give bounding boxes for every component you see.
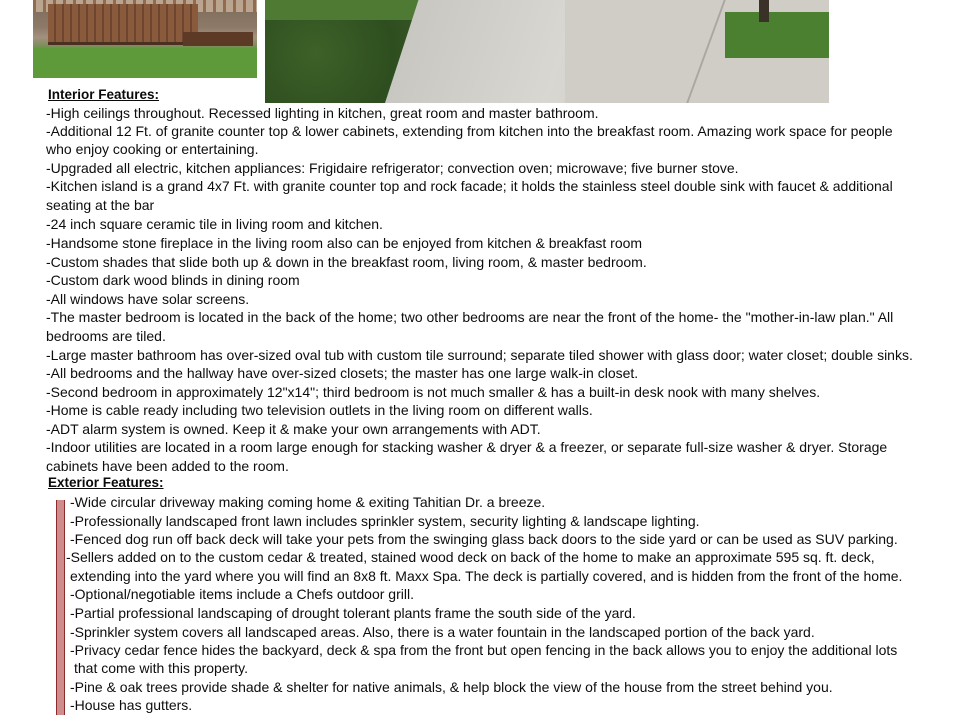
interior-feature-line: -Custom shades that slide both up & down in the breakfast room, living room, & master bedroom.	[46, 254, 647, 270]
lawn	[33, 48, 257, 78]
exterior-feature-line: -Fenced dog run off back deck will take your pets from the swinging glass back doors to the side yard or can be used as SUV parking.	[70, 531, 898, 547]
tree-trunk	[759, 0, 769, 22]
interior-feature-line: bedrooms are tiled.	[46, 328, 166, 344]
deck-photo	[33, 0, 257, 78]
interior-feature-line: -All windows have solar screens.	[46, 291, 250, 307]
wood-deck	[48, 4, 198, 45]
exterior-features-heading: Exterior Features:	[48, 475, 164, 490]
exterior-feature-line: -Professionally landscaped front lawn includes sprinkler system, security lighting & landscape lighting.	[70, 513, 700, 529]
interior-feature-line: -Custom dark wood blinds in dining room	[46, 272, 300, 288]
interior-feature-line: -The master bedroom is located in the back of the home; two other bedrooms are near the front of the home- the "mother-in-law plan." All	[46, 309, 894, 325]
exterior-feature-line: extending into the yard where you will find an 8x8 ft. Maxx Spa. The deck is partially covered, and is hidden from the front of the home.	[70, 568, 903, 584]
interior-feature-line: -Kitchen island is a grand 4x7 Ft. with granite counter top and rock facade; it holds the stainless steel double sink with faucet & additional	[46, 178, 893, 194]
exterior-feature-line: -Wide circular driveway making coming home & exiting Tahitian Dr. a breeze.	[70, 494, 546, 510]
interior-feature-line: -Indoor utilities are located in a room large enough for stacking washer & dryer & a freezer, or separate full-size washer & dryer. Storage	[46, 439, 888, 455]
interior-features-heading: Interior Features:	[48, 87, 160, 102]
exterior-feature-line: -Privacy cedar fence hides the backyard, deck & spa from the front but open fencing in the back allows you to enjoy the additional lots	[70, 642, 898, 658]
interior-feature-line: -Home is cable ready including two television outlets in the living room on different walls.	[46, 402, 593, 418]
interior-feature-line: -Upgraded all electric, kitchen appliances: Frigidaire refrigerator; convection oven; microwave; five burner stove.	[46, 160, 739, 176]
interior-feature-line: -High ceilings throughout. Recessed lighting in kitchen, great room and master bathroom.	[46, 105, 599, 121]
red-margin-bar	[56, 500, 65, 715]
interior-feature-line: -Handsome stone fireplace in the living room also can be enjoyed from kitchen & breakfast room	[46, 235, 643, 251]
lawn-right	[725, 12, 829, 58]
interior-feature-line: -All bedrooms and the hallway have over-sized closets; the master has one large walk-in closet.	[46, 365, 639, 381]
exterior-feature-line: that come with this property.	[74, 660, 249, 676]
interior-feature-line: -Second bedroom in approximately 12"x14"; third bedroom is not much smaller & has a built-in desk nook with many shelves.	[46, 384, 821, 400]
exterior-feature-line: -Sprinkler system covers all landscaped areas. Also, there is a water fountain in the landscaped portion of the back yard.	[70, 624, 815, 640]
interior-feature-line: cabinets have been added to the room.	[46, 458, 289, 474]
interior-feature-line: -24 inch square ceramic tile in living room and kitchen.	[46, 216, 383, 232]
interior-feature-line: -Additional 12 Ft. of granite counter top & lower cabinets, extending from kitchen into the breakfast room. Amazing work space for people	[46, 123, 893, 139]
exterior-feature-line: -Sellers added on to the custom cedar & treated, stained wood deck on back of the home to make an approximate 595 sq. ft. deck,	[66, 549, 875, 565]
exterior-feature-line: -Pine & oak trees provide shade & shelter for native animals, & help block the view of the house from the street behind you.	[70, 679, 833, 695]
exterior-feature-line: -Optional/negotiable items include a Chefs outdoor grill.	[70, 586, 414, 602]
interior-feature-line: who enjoy cooking or entertaining.	[46, 141, 259, 157]
exterior-feature-line: -House has gutters.	[70, 697, 193, 713]
interior-feature-line: -ADT alarm system is owned. Keep it & make your own arrangements with ADT.	[46, 421, 541, 437]
driveway-photo	[265, 0, 829, 103]
interior-feature-line: seating at the bar	[46, 197, 155, 213]
exterior-feature-line: -Partial professional landscaping of drought tolerant plants frame the south side of the yard.	[70, 605, 636, 621]
deck-steps	[183, 32, 253, 46]
interior-feature-line: -Large master bathroom has over-sized oval tub with custom tile surround; separate tiled shower with glass door; water closet; double sinks.	[46, 347, 913, 363]
